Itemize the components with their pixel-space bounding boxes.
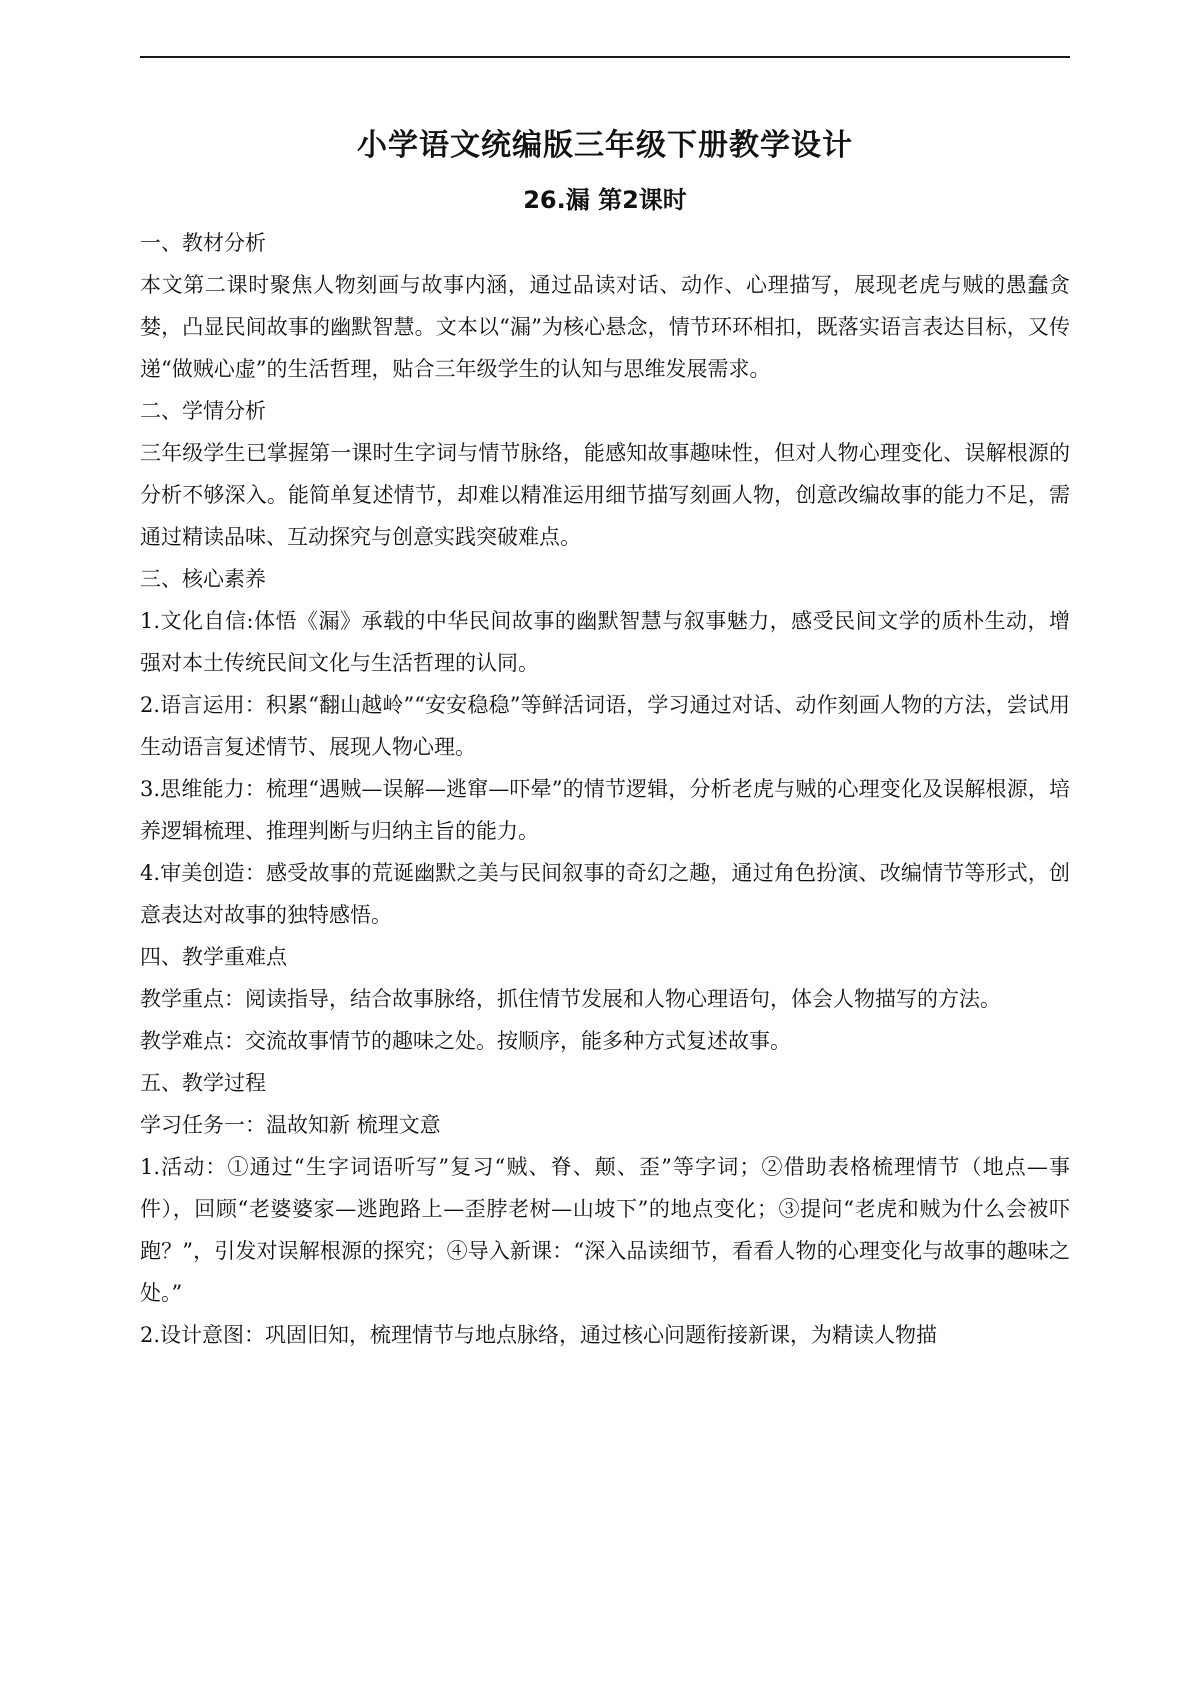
paragraph: 4.审美创造：感受故事的荒诞幽默之美与民间叙事的奇幻之趣，通过角色扮演、改编情节等形式，创意表达对故事的独特感悟。	[140, 861, 1070, 927]
section-textbook-analysis	[140, 222, 1070, 390]
lesson-subtitle: 26.漏 第2课时	[523, 186, 687, 214]
section-heading: 三、核心素养	[140, 567, 266, 591]
document-title: 小学语文统编版三年级下册教学设计	[357, 128, 853, 163]
section-core-literacy	[140, 558, 1070, 936]
paragraph: 2.设计意图：巩固旧知，梳理情节与地点脉络，通过核心问题衔接新课，为精读人物描	[140, 1323, 938, 1347]
paragraph: 1.活动：①通过“生字词语听写”复习“贼、脊、颠、歪”等字词；②借助表格梳理情节（地点—事件），回顾“老婆婆家—逃跑路上—歪脖老树—山坡下”的地点变化；③提问“老虎和贼为什么会被吓跑？”，引发对误解根源的探究；④导入新课：“深入品读细节，看看人物的心理变化与故事的趣味之处。”	[140, 1155, 1070, 1305]
paragraph: 学习任务一：温故知新 梳理文意	[140, 1113, 441, 1137]
section-key-difficulties	[140, 936, 1070, 1062]
paragraph: 三年级学生已掌握第一课时生字词与情节脉络，能感知故事趣味性，但对人物心理变化、误解根源的分析不够深入。能简单复述情节，却难以精准运用细节描写刻画人物，创意改编故事的能力不足，需通过精读品味、互动探究与创意实践突破难点。	[140, 441, 1070, 549]
section-teaching-process	[140, 1062, 1070, 1356]
header-rule	[140, 56, 1070, 58]
section-heading: 四、教学重难点	[140, 945, 287, 969]
document-page	[140, 118, 1070, 1356]
section-heading: 五、教学过程	[140, 1071, 266, 1095]
paragraph: 本文第二课时聚焦人物刻画与故事内涵，通过品读对话、动作、心理描写，展现老虎与贼的愚蠢贪婪，凸显民间故事的幽默智慧。文本以“漏”为核心悬念，情节环环相扣，既落实语言表达目标，又传递“做贼心虚”的生活哲理，贴合三年级学生的认知与思维发展需求。	[140, 273, 1070, 381]
paragraph: 2.语言运用：积累“翻山越岭”“安安稳稳”等鲜活词语，学习通过对话、动作刻画人物的方法，尝试用生动语言复述情节、展现人物心理。	[140, 693, 1070, 759]
section-heading: 二、学情分析	[140, 399, 266, 423]
paragraph: 教学难点：交流故事情节的趣味之处。按顺序，能多种方式复述故事。	[140, 1029, 791, 1053]
paragraph: 教学重点：阅读指导，结合故事脉络，抓住情节发展和人物心理语句，体会人物描写的方法。	[140, 987, 1001, 1011]
section-heading: 一、教材分析	[140, 231, 266, 255]
paragraph: 3.思维能力：梳理“遇贼—误解—逃窜—吓晕”的情节逻辑，分析老虎与贼的心理变化及误解根源，培养逻辑梳理、推理判断与归纳主旨的能力。	[140, 777, 1070, 843]
section-student-analysis	[140, 390, 1070, 558]
paragraph: 1.文化自信:体悟《漏》承载的中华民间故事的幽默智慧与叙事魅力，感受民间文学的质朴生动，增强对本土传统民间文化与生活哲理的认同。	[140, 609, 1070, 675]
